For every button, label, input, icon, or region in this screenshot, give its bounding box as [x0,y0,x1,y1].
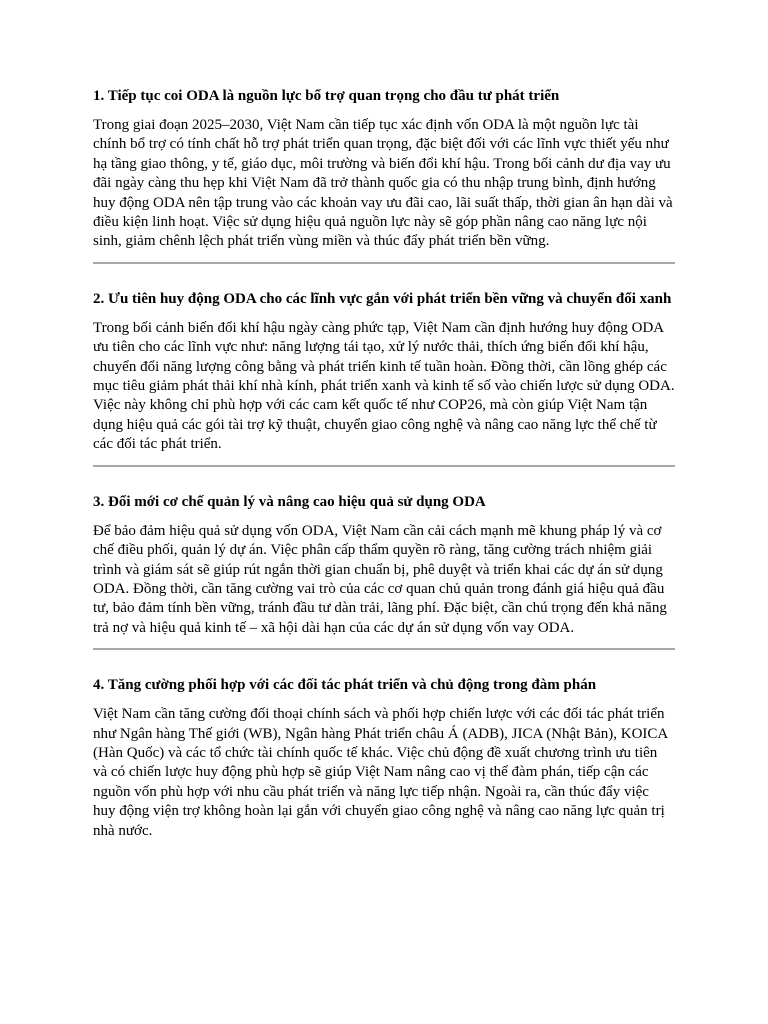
section-heading: 1. Tiếp tục coi ODA là nguồn lực bổ trợ quan trọng cho đầu tư phát triển [93,88,560,104]
section-divider [93,262,675,264]
section-3 [93,492,675,650]
section-heading: 4. Tăng cường phối hợp với các đối tác phát triển và chủ động trong đàm phán [93,677,597,694]
section-body: Trong giai đoạn 2025–2030, Việt Nam cần tiếp tục xác định vốn ODA là một nguồn lực tài chính bổ trợ có tính chất hỗ trợ phát triển quan trọng, đặc biệt đối với các lĩnh vực thiết yếu như hạ tầng giao thông, y tế, giáo dục, môi trường và biến đổi khí hậu. Trong bối cảnh dư địa vay ưu đãi ngày càng thu hẹp khi Việt Nam đã trở thành quốc gia có thu nhập trung bình, định hướng huy động ODA nên tập trung vào các khoản vay ưu đãi cao, lãi suất thấp, thời gian ân hạn dài và điều kiện linh hoạt. Việc sử dụng hiệu quả nguồn lực này sẽ góp phần nâng cao năng lực nội sinh, giảm chênh lệch phát triển vùng miền và thúc đẩy phát triển bền vững. [93,117,673,250]
section-1 [93,86,675,264]
section-divider [93,648,675,650]
section-divider [93,465,675,467]
section-heading: 3. Đổi mới cơ chế quản lý và nâng cao hiệu quả sử dụng ODA [93,493,486,510]
section-2 [93,289,675,467]
document-page [93,86,675,841]
section-body: Trong bối cảnh biến đổi khí hậu ngày càng phức tạp, Việt Nam cần định hướng huy động ODA ưu tiên cho các lĩnh vực như: năng lượng tái tạo, xử lý nước thải, thích ứng biến đổi khí hậu, chuyển đổi năng lượng công bằng và phát triển kinh tế tuần hoàn. Đồng thời, cần lồng ghép các mục tiêu giảm phát thải khí nhà kính, phát triển xanh và kinh tế số vào chiến lược sử dụng ODA. Việc này không chỉ phù hợp với các cam kết quốc tế như COP26, mà còn giúp Việt Nam tận dụng hiệu quả các gói tài trợ kỹ thuật, chuyển giao công nghệ và nâng cao năng lực thể chế từ các đối tác phát triển. [93,319,675,453]
section-heading: 2. Ưu tiên huy động ODA cho các lĩnh vực gắn với phát triển bền vững và chuyển đổi xanh [93,290,672,307]
section-body: Việt Nam cần tăng cường đối thoại chính sách và phối hợp chiến lược với các đối tác phát triển như Ngân hàng Thế giới (WB), Ngân hàng Phát triển châu Á (ADB), JICA (Nhật Bản), KOICA (Hàn Quốc) và các tổ chức tài chính quốc tế khác. Việc chủ động đề xuất chương trình ưu tiên và có chiến lược huy động phù hợp sẽ giúp Việt Nam nâng cao vị thế đàm phán, tiếp cận các nguồn vốn phù hợp với nhu cầu phát triển và năng lực tiếp nhận. Ngoài ra, cần thúc đẩy việc huy động viện trợ không hoàn lại gắn với chuyển giao công nghệ và nâng cao năng lực quản trị nhà nước. [93,706,668,839]
section-body: Để bảo đảm hiệu quả sử dụng vốn ODA, Việt Nam cần cải cách mạnh mẽ khung pháp lý và cơ chế điều phối, quản lý dự án. Việc phân cấp thẩm quyền rõ ràng, tăng cường trách nhiệm giải trình và giám sát sẽ giúp rút ngắn thời gian chuẩn bị, phê duyệt và triển khai các dự án sử dụng ODA. Đồng thời, cần tăng cường vai trò của các cơ quan chủ quản trong đánh giá hiệu quả đầu tư, bảo đảm tính bền vững, tránh đầu tư dàn trải, lãng phí. Đặc biệt, cần chú trọng đến khả năng trả nợ và hiệu quả kinh tế – xã hội dài hạn của các dự án sử dụng vốn vay ODA. [93,522,667,636]
section-4 [93,675,675,841]
